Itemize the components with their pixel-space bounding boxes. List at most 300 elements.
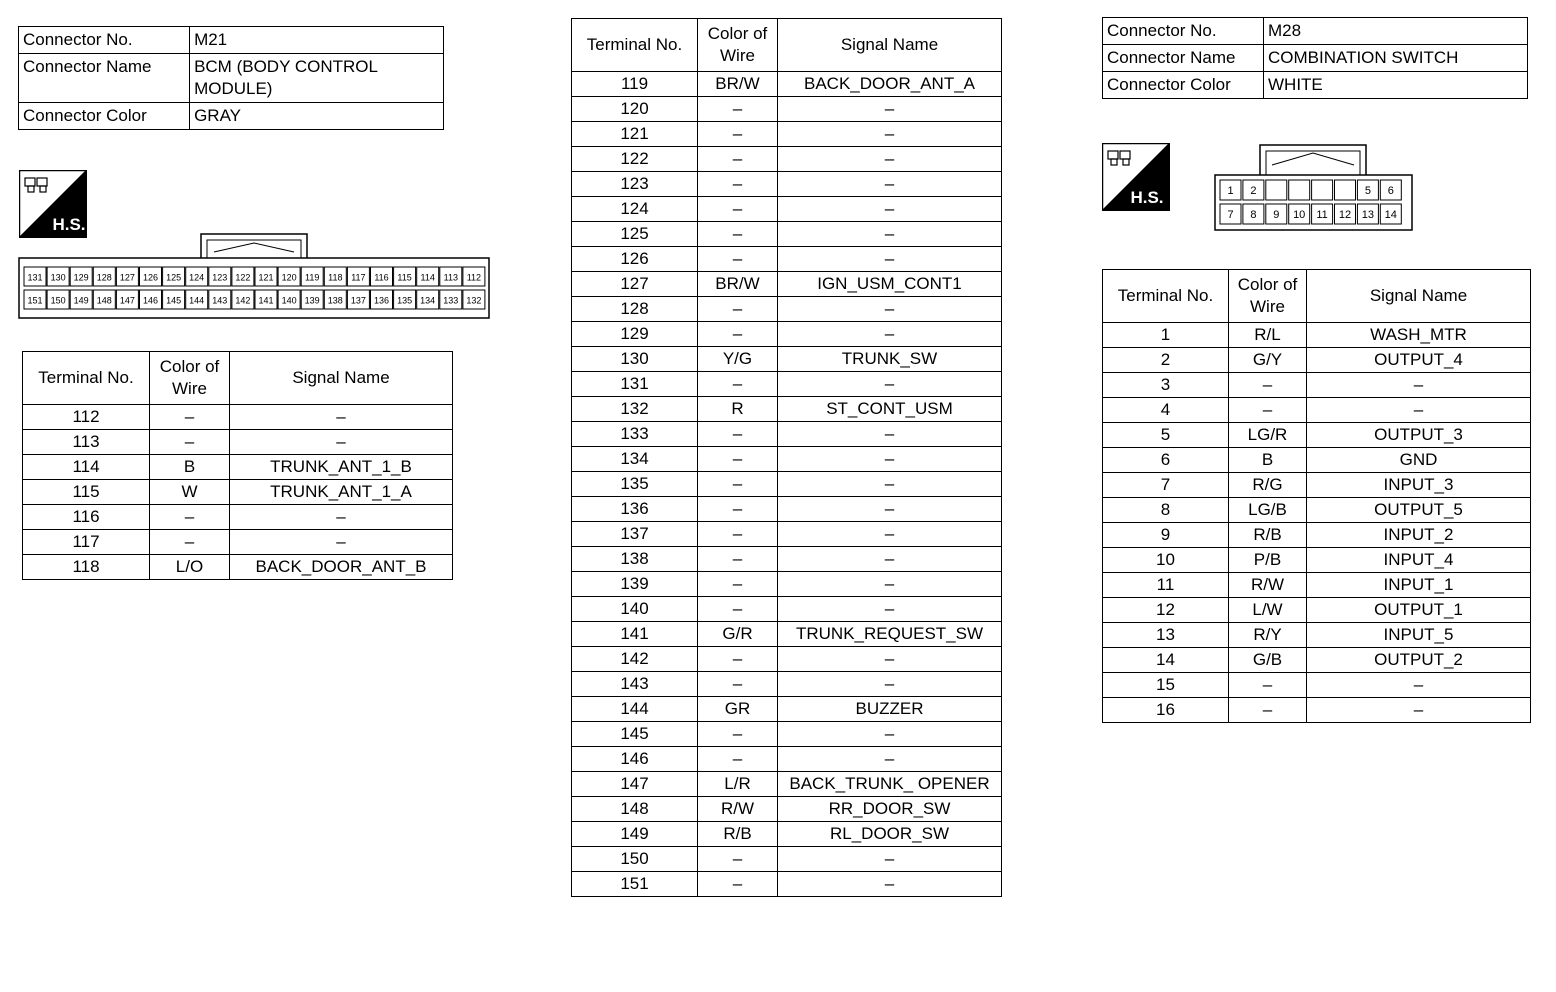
wire-color-cell: – (698, 847, 778, 872)
wire-color-cell: – (698, 222, 778, 247)
wire-color-cell: – (1229, 673, 1307, 698)
signal-name-cell: – (778, 372, 1002, 397)
table-row (1103, 323, 1531, 348)
table-row (1103, 698, 1531, 723)
terminal-cell: 113 (23, 430, 150, 455)
terminal-cell: 16 (1103, 698, 1229, 723)
table-row (572, 122, 1002, 147)
table-row (572, 872, 1002, 897)
terminal-cell: 131 (572, 372, 698, 397)
terminal-cell: 148 (572, 797, 698, 822)
pin-number: 135 (397, 295, 413, 306)
signal-name-cell: – (778, 172, 1002, 197)
header-color: Color of Wire (698, 19, 778, 72)
info-label: Connector No. (1103, 18, 1264, 45)
pin-number: 12 (1338, 209, 1352, 221)
table-row (572, 697, 1002, 722)
wire-color-cell: BR/W (698, 272, 778, 297)
table-row (23, 480, 453, 505)
wire-color-cell: – (698, 322, 778, 347)
table-row (572, 497, 1002, 522)
signal-name-cell: – (1307, 398, 1531, 423)
table-row (572, 522, 1002, 547)
pin-number: 2 (1250, 185, 1257, 197)
signal-name-cell: – (778, 322, 1002, 347)
signal-name-cell: – (778, 497, 1002, 522)
pin-cavity (1266, 180, 1287, 200)
pin-number: 145 (166, 295, 182, 306)
header-color: Color of Wire (1229, 270, 1307, 323)
header-signal: Signal Name (230, 352, 453, 405)
terminal-cell: 126 (572, 247, 698, 272)
signal-name-cell: GND (1307, 448, 1531, 473)
terminal-cell: 133 (572, 422, 698, 447)
header-signal: Signal Name (1307, 270, 1531, 323)
info-value: GRAY (190, 103, 444, 130)
wire-color-cell: – (698, 722, 778, 747)
signal-name-cell: – (778, 222, 1002, 247)
signal-name-cell: BACK_DOOR_ANT_B (230, 555, 453, 580)
terminal-cell: 149 (572, 822, 698, 847)
table-row (572, 447, 1002, 472)
pin-number: 10 (1293, 209, 1306, 221)
table-row (572, 722, 1002, 747)
terminal-cell: 7 (1103, 473, 1229, 498)
table-row (572, 772, 1002, 797)
table-row (23, 555, 453, 580)
pin-number: 151 (27, 295, 43, 306)
pin-number: 146 (142, 295, 159, 306)
pin-number: 149 (73, 295, 89, 306)
table-row (1103, 623, 1531, 648)
table-row (572, 622, 1002, 647)
pin-number: 140 (281, 295, 297, 306)
pin-number: 11 (1316, 209, 1328, 221)
wire-color-cell: – (698, 172, 778, 197)
terminal-cell: 121 (572, 122, 698, 147)
table-row (1103, 523, 1531, 548)
wire-color-cell: – (150, 430, 230, 455)
pin-number: 131 (27, 272, 43, 283)
signal-name-cell: – (778, 247, 1002, 272)
terminal-cell: 8 (1103, 498, 1229, 523)
pin-cavity (1335, 180, 1356, 200)
terminal-cell: 120 (572, 97, 698, 122)
signal-name-cell: INPUT_2 (1307, 523, 1531, 548)
signal-name-cell: – (230, 505, 453, 530)
signal-name-cell: – (778, 847, 1002, 872)
terminal-cell: 124 (572, 197, 698, 222)
signal-name-cell: ST_CONT_USM (778, 397, 1002, 422)
m21-terminal-table (22, 351, 453, 580)
info-label: Connector Color (1103, 72, 1264, 99)
table-row (572, 747, 1002, 772)
info-row (19, 27, 444, 54)
signal-name-cell: OUTPUT_1 (1307, 598, 1531, 623)
wire-color-cell: BR/W (698, 72, 778, 97)
wire-color-cell: R (698, 397, 778, 422)
table-row (572, 147, 1002, 172)
terminal-cell: 119 (572, 72, 698, 97)
signal-name-cell: OUTPUT_2 (1307, 648, 1531, 673)
terminal-cell: 138 (572, 547, 698, 572)
signal-name-cell: – (778, 672, 1002, 697)
pin-number: 141 (258, 295, 274, 306)
info-label: Connector Color (19, 103, 190, 130)
terminal-cell: 130 (572, 347, 698, 372)
wire-color-cell: – (1229, 373, 1307, 398)
signal-name-cell: – (230, 405, 453, 430)
pin-number: 147 (119, 295, 135, 306)
terminal-cell: 9 (1103, 523, 1229, 548)
table-row (572, 347, 1002, 372)
pin-number: 130 (50, 272, 66, 283)
table-row (1103, 348, 1531, 373)
pin-number: 136 (373, 295, 390, 306)
wire-color-cell: P/B (1229, 548, 1307, 573)
wire-color-cell: G/B (1229, 648, 1307, 673)
terminal-cell: 13 (1103, 623, 1229, 648)
table-row (1103, 498, 1531, 523)
pin-number: 116 (374, 272, 389, 283)
table-row (572, 547, 1002, 572)
signal-name-cell: – (778, 522, 1002, 547)
pin-number: 114 (420, 272, 435, 283)
terminal-cell: 146 (572, 747, 698, 772)
table-row (1103, 673, 1531, 698)
pin-number: 112 (466, 272, 482, 283)
terminal-cell: 11 (1103, 573, 1229, 598)
signal-name-cell: BACK_DOOR_ANT_A (778, 72, 1002, 97)
signal-name-cell: RR_DOOR_SW (778, 797, 1002, 822)
pin-number: 124 (189, 272, 205, 283)
hs-label: H.S. (52, 215, 86, 234)
header-terminal: Terminal No. (572, 19, 698, 72)
pin-number: 148 (96, 295, 112, 306)
wire-color-cell: – (698, 422, 778, 447)
wire-color-cell: – (698, 647, 778, 672)
pin-number: 123 (212, 272, 228, 283)
m28-terminal-table (1102, 269, 1531, 723)
signal-name-cell: – (230, 430, 453, 455)
wire-color-cell: – (698, 372, 778, 397)
m28-connector-diagram (1214, 143, 1414, 233)
info-value: COMBINATION SWITCH (1264, 45, 1528, 72)
signal-name-cell: – (778, 572, 1002, 597)
wire-color-cell: – (698, 122, 778, 147)
pin-number: 5 (1364, 185, 1371, 197)
table-row (1103, 573, 1531, 598)
wire-color-cell: LG/R (1229, 423, 1307, 448)
terminal-cell: 2 (1103, 348, 1229, 373)
pin-number: 14 (1384, 209, 1397, 221)
terminal-cell: 14 (1103, 648, 1229, 673)
table-row (1103, 448, 1531, 473)
info-label: Connector Name (19, 54, 190, 103)
pin-number: 142 (235, 295, 251, 306)
signal-name-cell: OUTPUT_3 (1307, 423, 1531, 448)
table-row (572, 272, 1002, 297)
wire-color-cell: R/W (698, 797, 778, 822)
terminal-cell: 137 (572, 522, 698, 547)
info-value: WHITE (1264, 72, 1528, 99)
table-row (572, 472, 1002, 497)
signal-name-cell: – (778, 647, 1002, 672)
wire-color-cell: B (1229, 448, 1307, 473)
signal-name-cell: – (778, 472, 1002, 497)
wire-color-cell: B (150, 455, 230, 480)
wire-color-cell: R/Y (1229, 623, 1307, 648)
m21-terminal-table-continued (571, 18, 1002, 897)
signal-name-cell: – (1307, 698, 1531, 723)
pin-number: 113 (443, 272, 458, 283)
wire-color-cell: – (698, 147, 778, 172)
wire-color-cell: R/L (1229, 323, 1307, 348)
table-row (572, 172, 1002, 197)
signal-name-cell: – (778, 447, 1002, 472)
signal-name-cell: – (778, 597, 1002, 622)
table-row (23, 430, 453, 455)
signal-name-cell: – (1307, 673, 1531, 698)
signal-name-cell: – (1307, 373, 1531, 398)
terminal-cell: 134 (572, 447, 698, 472)
header-color: Color of Wire (150, 352, 230, 405)
table-row (1103, 473, 1531, 498)
info-value: M21 (190, 27, 444, 54)
table-row (572, 422, 1002, 447)
terminal-cell: 141 (572, 622, 698, 647)
signal-name-cell: BUZZER (778, 697, 1002, 722)
pin-number: 150 (50, 295, 66, 306)
terminal-cell: 4 (1103, 398, 1229, 423)
signal-name-cell: OUTPUT_5 (1307, 498, 1531, 523)
pin-number: 143 (212, 295, 228, 306)
pin-number: 125 (166, 272, 182, 283)
wire-color-cell: R/G (1229, 473, 1307, 498)
signal-name-cell: INPUT_3 (1307, 473, 1531, 498)
table-row (1103, 648, 1531, 673)
table-row (572, 247, 1002, 272)
wire-color-cell: – (698, 672, 778, 697)
table-row (572, 222, 1002, 247)
pin-cavity (1289, 180, 1310, 200)
terminal-cell: 139 (572, 572, 698, 597)
wire-color-cell: – (150, 530, 230, 555)
terminal-cell: 112 (23, 405, 150, 430)
terminal-cell: 150 (572, 847, 698, 872)
terminal-cell: 125 (572, 222, 698, 247)
terminal-cell: 3 (1103, 373, 1229, 398)
signal-name-cell: INPUT_5 (1307, 623, 1531, 648)
table-row (1103, 398, 1531, 423)
wire-color-cell: GR (698, 697, 778, 722)
wire-color-cell: – (698, 447, 778, 472)
pin-number: 122 (235, 272, 251, 283)
info-row (1103, 18, 1528, 45)
terminal-cell: 144 (572, 697, 698, 722)
wire-color-cell: – (698, 197, 778, 222)
terminal-cell: 143 (572, 672, 698, 697)
pin-number: 139 (304, 295, 320, 306)
table-row (572, 72, 1002, 97)
table-row (23, 405, 453, 430)
header-terminal: Terminal No. (23, 352, 150, 405)
pin-number: 133 (443, 295, 459, 306)
wire-color-cell: G/R (698, 622, 778, 647)
info-row (19, 103, 444, 130)
table-row (572, 97, 1002, 122)
terminal-cell: 140 (572, 597, 698, 622)
info-value: M28 (1264, 18, 1528, 45)
pin-number: 138 (327, 295, 343, 306)
info-label: Connector No. (19, 27, 190, 54)
signal-name-cell: TRUNK_ANT_1_A (230, 480, 453, 505)
wire-color-cell: R/B (1229, 523, 1307, 548)
wire-color-cell: – (1229, 398, 1307, 423)
wire-color-cell: – (150, 405, 230, 430)
signal-name-cell: – (778, 97, 1002, 122)
signal-name-cell: – (778, 147, 1002, 172)
terminal-cell: 123 (572, 172, 698, 197)
m28-connector-info (1102, 17, 1528, 99)
pin-number: 126 (142, 272, 159, 283)
signal-name-cell: – (778, 547, 1002, 572)
signal-name-cell: OUTPUT_4 (1307, 348, 1531, 373)
wire-color-cell: – (698, 297, 778, 322)
terminal-cell: 136 (572, 497, 698, 522)
pin-number: 6 (1387, 185, 1394, 197)
table-row (572, 572, 1002, 597)
signal-name-cell: – (778, 747, 1002, 772)
terminal-cell: 128 (572, 297, 698, 322)
signal-name-cell: – (778, 122, 1002, 147)
table-row (572, 822, 1002, 847)
table-header (23, 352, 453, 405)
pin-number: 13 (1361, 209, 1375, 221)
wire-color-cell: – (698, 747, 778, 772)
signal-name-cell: RL_DOOR_SW (778, 822, 1002, 847)
terminal-cell: 116 (23, 505, 150, 530)
terminal-cell: 129 (572, 322, 698, 347)
pin-number: 127 (119, 272, 135, 283)
wire-color-cell: R/W (1229, 573, 1307, 598)
wire-color-cell: – (698, 497, 778, 522)
pin-number: 128 (96, 272, 112, 283)
terminal-cell: 117 (23, 530, 150, 555)
table-row (572, 322, 1002, 347)
wire-color-cell: – (698, 472, 778, 497)
header-signal: Signal Name (778, 19, 1002, 72)
table-row (572, 397, 1002, 422)
terminal-cell: 15 (1103, 673, 1229, 698)
pin-number: 115 (397, 272, 412, 283)
table-row (572, 372, 1002, 397)
signal-name-cell: – (778, 422, 1002, 447)
terminal-cell: 122 (572, 147, 698, 172)
pin-number: 121 (258, 272, 274, 283)
wire-color-cell: – (698, 97, 778, 122)
hs-label: H.S. (1130, 188, 1164, 207)
m21-connector-diagram (18, 232, 492, 320)
pin-number: 9 (1273, 209, 1280, 221)
signal-name-cell: – (778, 297, 1002, 322)
pin-number: 129 (73, 272, 89, 283)
hs-badge-m28 (1102, 143, 1170, 211)
table-row (572, 672, 1002, 697)
header-terminal: Terminal No. (1103, 270, 1229, 323)
table-header (572, 19, 1002, 72)
table-row (572, 797, 1002, 822)
table-row (572, 197, 1002, 222)
wire-color-cell: – (1229, 698, 1307, 723)
m21-connector-info (18, 26, 444, 130)
pin-number: 1 (1227, 185, 1234, 197)
info-row (1103, 45, 1528, 72)
terminal-cell: 6 (1103, 448, 1229, 473)
table-row (1103, 548, 1531, 573)
wire-color-cell: – (698, 572, 778, 597)
terminal-cell: 145 (572, 722, 698, 747)
wire-color-cell: L/W (1229, 598, 1307, 623)
table-row (23, 455, 453, 480)
pin-number: 118 (328, 272, 343, 283)
terminal-cell: 115 (23, 480, 150, 505)
signal-name-cell: TRUNK_ANT_1_B (230, 455, 453, 480)
table-row (1103, 373, 1531, 398)
wire-color-cell: LG/B (1229, 498, 1307, 523)
wire-color-cell: L/R (698, 772, 778, 797)
signal-name-cell: TRUNK_REQUEST_SW (778, 622, 1002, 647)
pin-number: 119 (305, 272, 320, 283)
pin-number: 144 (189, 295, 205, 306)
signal-name-cell: BACK_TRUNK_ OPENER (778, 772, 1002, 797)
signal-name-cell: – (778, 722, 1002, 747)
pin-number: 134 (420, 295, 436, 306)
wire-color-cell: Y/G (698, 347, 778, 372)
terminal-cell: 1 (1103, 323, 1229, 348)
table-row (572, 297, 1002, 322)
terminal-cell: 132 (572, 397, 698, 422)
terminal-cell: 151 (572, 872, 698, 897)
info-label: Connector Name (1103, 45, 1264, 72)
terminal-cell: 127 (572, 272, 698, 297)
wire-color-cell: W (150, 480, 230, 505)
wire-color-cell: – (698, 547, 778, 572)
signal-name-cell: WASH_MTR (1307, 323, 1531, 348)
signal-name-cell: IGN_USM_CONT1 (778, 272, 1002, 297)
table-row (572, 597, 1002, 622)
terminal-cell: 118 (23, 555, 150, 580)
pin-number: 137 (350, 295, 366, 306)
terminal-cell: 147 (572, 772, 698, 797)
signal-name-cell: INPUT_1 (1307, 573, 1531, 598)
table-row (23, 505, 453, 530)
wire-color-cell: – (698, 597, 778, 622)
terminal-cell: 10 (1103, 548, 1229, 573)
wire-color-cell: – (698, 522, 778, 547)
info-row (1103, 72, 1528, 99)
pin-number: 8 (1250, 209, 1257, 221)
hs-badge-m21 (19, 170, 87, 238)
signal-name-cell: – (778, 197, 1002, 222)
wire-color-cell: – (698, 247, 778, 272)
wire-color-cell: – (698, 872, 778, 897)
wire-color-cell: R/B (698, 822, 778, 847)
wire-color-cell: – (150, 505, 230, 530)
pin-number: 120 (281, 272, 297, 283)
terminal-cell: 142 (572, 647, 698, 672)
info-row (19, 54, 444, 103)
